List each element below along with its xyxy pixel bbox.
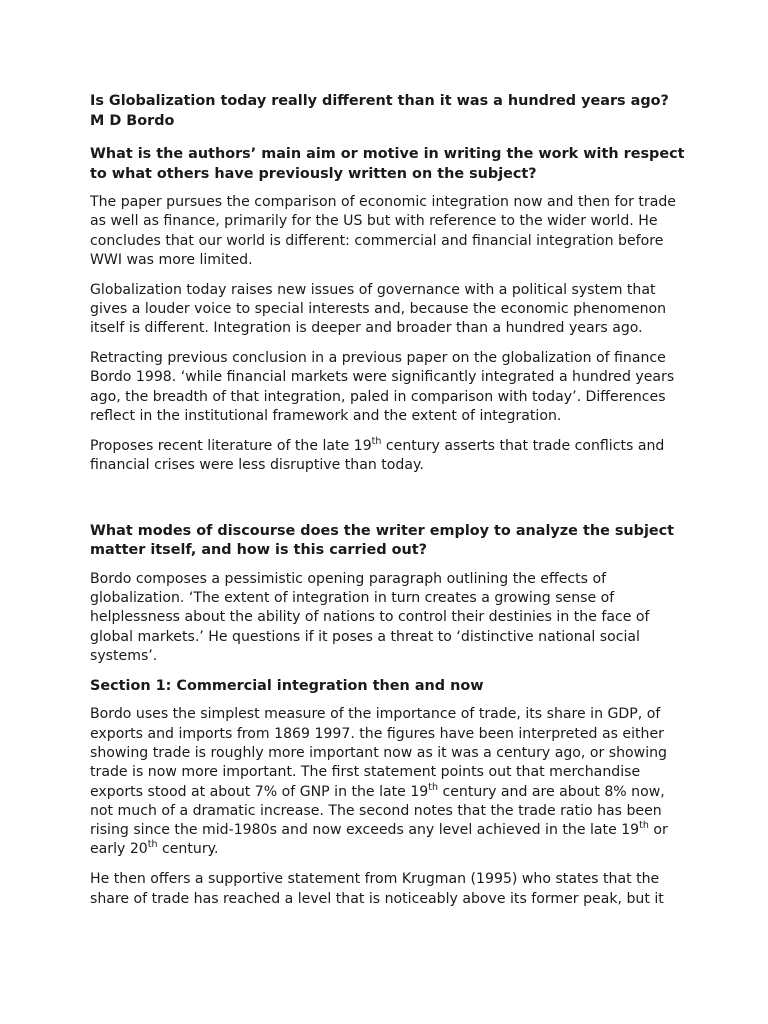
question-1-heading: What is the authors’ main aim or motive in writing the work with respect to what others have previously written on the subject?: [90, 146, 685, 182]
question-2-heading: What modes of discourse does the writer employ to analyze the subject matter itself, and how is this carried out?: [90, 522, 675, 559]
q1-paragraph-3: Retracting previous conclusion in a previous paper on the globalization of finance Bordo 1998. ‘while financial markets were significantly integrated a hundred years ago, the breadth of that integration, paled in comparison with today’. Differences reflect in the institutional framework and the extent of integration.: [90, 350, 675, 424]
q2-paragraph-1: Bordo composes a pessimistic opening paragraph outlining the effects of globalization. ‘The extent of integration in turn creates a growing sense of helplessness about the ability of nations to control their destinies in the face of global markets.’ He questions if it poses a threat to ‘distinctive national social systems’.: [90, 570, 650, 665]
section1-paragraph-1: [90, 705, 690, 859]
q1-paragraph-1: The paper pursues the comparison of economic integration now and then for trade as well as finance, primarily for the US but with reference to the wider world. He concludes that our world is different: commercial and financial integration before WWI was more limited.: [90, 194, 676, 268]
document-title: Is Globalization today really different than it was a hundred years ago?: [90, 93, 669, 109]
s1-p1-text-c: or early 20: [90, 822, 668, 858]
s1-p1-superscript-3: th: [147, 839, 158, 851]
spacer: [90, 486, 690, 522]
q1-p4-text-a: Proposes recent literature of the late 19: [90, 437, 372, 454]
q1-paragraph-2: Globalization today raises new issues of governance with a political system that gives a louder voice to special interests and, because the economic phenomenon itself is different. Integration is deeper and broader than a hundred years ago.: [90, 281, 667, 337]
section1-paragraph-2: He then offers a supportive statement from Krugman (1995) who states that the share of trade has reached a level that is noticeably above its former peak, but it: [90, 871, 664, 907]
s1-p1-text-d: century.: [157, 841, 219, 858]
s1-p1-superscript-1: th: [428, 781, 438, 793]
q1-paragraph-4: [90, 437, 690, 476]
document-author: M D Bordo: [90, 112, 175, 129]
s1-p1-text-a: Bordo uses the simplest measure of the importance of trade, its share in GDP, of exports and imports from 1869 1997. the figures have been interpreted as either showing trade is roughly more important now as it was a century ago, or showing trade is now more important. The first statement points out that merchandise exports stood at about 7% of GNP in the late 19: [90, 706, 667, 800]
s1-p1-text-b: century and are about 8% now, not much of a dramatic increase. The second notes that the trade ratio has been rising since the mid-1980s and now exceeds any level achieved in the late 19: [90, 783, 665, 839]
section-1-heading: Section 1: Commercial integration then and now: [90, 677, 484, 694]
s1-p1-superscript-2: th: [639, 820, 649, 832]
document-header: [90, 92, 690, 131]
q1-p4-text-b: century asserts that trade conflicts and financial crises were less disruptive than today.: [90, 437, 665, 474]
q1-p4-superscript: th: [371, 435, 382, 447]
document-page: [90, 92, 690, 919]
